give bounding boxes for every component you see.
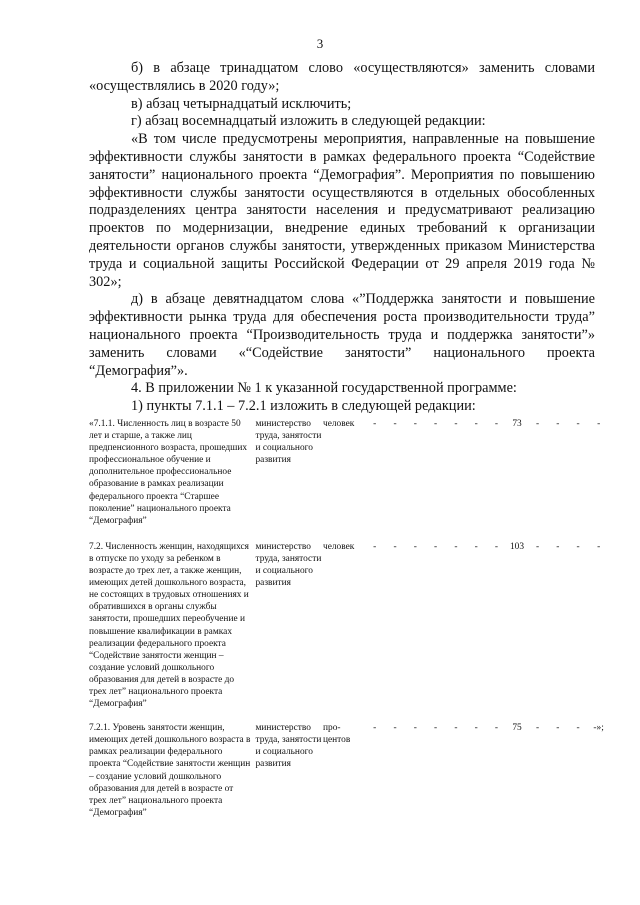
value-cell: 75 <box>512 723 522 734</box>
value-cell: - <box>556 723 560 734</box>
value-cell: - <box>494 723 499 734</box>
value-cell: - <box>413 541 417 552</box>
value-cell: - <box>494 541 499 552</box>
value-cell: -»; <box>593 723 604 734</box>
value-cell: - <box>597 419 601 429</box>
value-cell: - <box>434 541 438 552</box>
table-row <box>89 722 609 819</box>
value-cell: - <box>556 419 560 429</box>
paragraph-quote: «В том числе предусмотрены мероприятия, направленные на повышение эффективности службы занятости в рамках федерального проекта “Содействие занятости” национального проекта “Демография”. Мероприятия по повышению эффективности службы занятости осуществляются в отдельных обособленных подразделениях центра занятости населения и предусматривают реализацию проектов по модернизации, внедрение единых требований к организации деятельности органов службы занятости, утвержденных приказом Министерства труда и социальной защиты Российской Федерации от 29 апреля 2019 года № 302»; <box>89 131 595 290</box>
value-cell: - <box>434 419 438 429</box>
value-cell: - <box>373 723 377 734</box>
value-cell: 73 <box>512 419 522 429</box>
value-cell: - <box>373 419 377 429</box>
table-row <box>89 418 609 541</box>
responsible-body: министерство труда, занятости и социального развития <box>255 541 322 589</box>
value-cell: - <box>454 723 458 734</box>
value-cell: - <box>474 541 478 552</box>
responsible-body: министерство труда, занятости и социального развития <box>255 419 322 466</box>
indicator-name: «7.1.1. Численность лиц в возрасте 50 лет и старше, а также лиц предпенсионного возраста, прошедших профессиональное обучение и дополнительное профессиональное образование в рамках реализации федерального проекта “Старшее поколение” национального проекта “Демография” <box>89 419 248 526</box>
value-cell: - <box>556 541 560 552</box>
value-cell: - <box>474 723 478 734</box>
unit: про-центов <box>322 723 351 746</box>
paragraph-item-4: 4. В приложении № 1 к указанной государственной программе: <box>131 380 517 397</box>
unit: человек <box>322 419 355 429</box>
value-cell: - <box>393 723 397 734</box>
unit: человек <box>322 541 355 552</box>
value-cell: - <box>535 723 540 734</box>
value-cell: - <box>576 723 580 734</box>
value-cell: - <box>413 419 417 429</box>
value-cell: 103 <box>509 541 525 552</box>
responsible-body: министерство труда, занятости и социального развития <box>255 723 322 770</box>
page-number: 3 <box>316 36 324 51</box>
paragraph-d: д) в абзаце девятнадцатом слова «”Поддержка занятости и повышение эффективности рынка труда для обеспечения роста производительности труда” национального проекта “Производительность труда и поддержка занятости”» заменить словами «“Содействие занятости” национального проекта “Демография”». <box>89 291 595 379</box>
paragraph-v: в) абзац четырнадцатый исключить; <box>131 95 352 112</box>
value-cell: - <box>494 419 499 429</box>
table-row <box>89 541 609 722</box>
value-cell: - <box>393 419 397 429</box>
indicators-table <box>89 418 609 819</box>
indicator-name: 7.2. Численность женщин, находящихся в отпуске по уходу за ребенком в возрасте до трех лет, а также женщин, имеющих детей дошкольного возраста, не состоящих в трудовых отношениях и обратившихся в органы службы занятости, прошедших переобучение и повышение квалификации в рамках реализации федерального проекта “Содействие занятости женщин – создание условий дошкольного образования для детей в возрасте до трех лет” национального проекта “Демография” <box>89 541 249 710</box>
value-cell: - <box>454 419 458 429</box>
paragraph-g: г) абзац восемнадцатый изложить в следующей редакции: <box>131 113 486 130</box>
indicator-name: 7.2.1. Уровень занятости женщин, имеющих детей дошкольного возраста в рамках реализации федерального проекта “Содействие занятости женщин – создание условий дошкольного образования для детей в возрасте от трех лет” национального проекта “Демография” <box>89 723 251 818</box>
value-cell: - <box>535 419 540 429</box>
value-cell: - <box>393 541 397 552</box>
body-text <box>89 60 595 416</box>
value-cell: - <box>597 541 601 552</box>
value-cell: - <box>413 723 417 734</box>
paragraph-b: б) в абзаце тринадцатом слово «осуществляются» заменить словами «осуществлялись в 2020 году»; <box>89 60 595 94</box>
paragraph-item-1: 1) пункты 7.1.1 – 7.2.1 изложить в следующей редакции: <box>131 398 476 415</box>
value-cell: - <box>576 541 580 552</box>
value-cell: - <box>434 723 438 734</box>
value-cell: - <box>576 419 580 429</box>
value-cell: - <box>454 541 458 552</box>
value-cell: - <box>474 419 478 429</box>
value-cell: - <box>373 541 377 552</box>
value-cell: - <box>535 541 540 552</box>
